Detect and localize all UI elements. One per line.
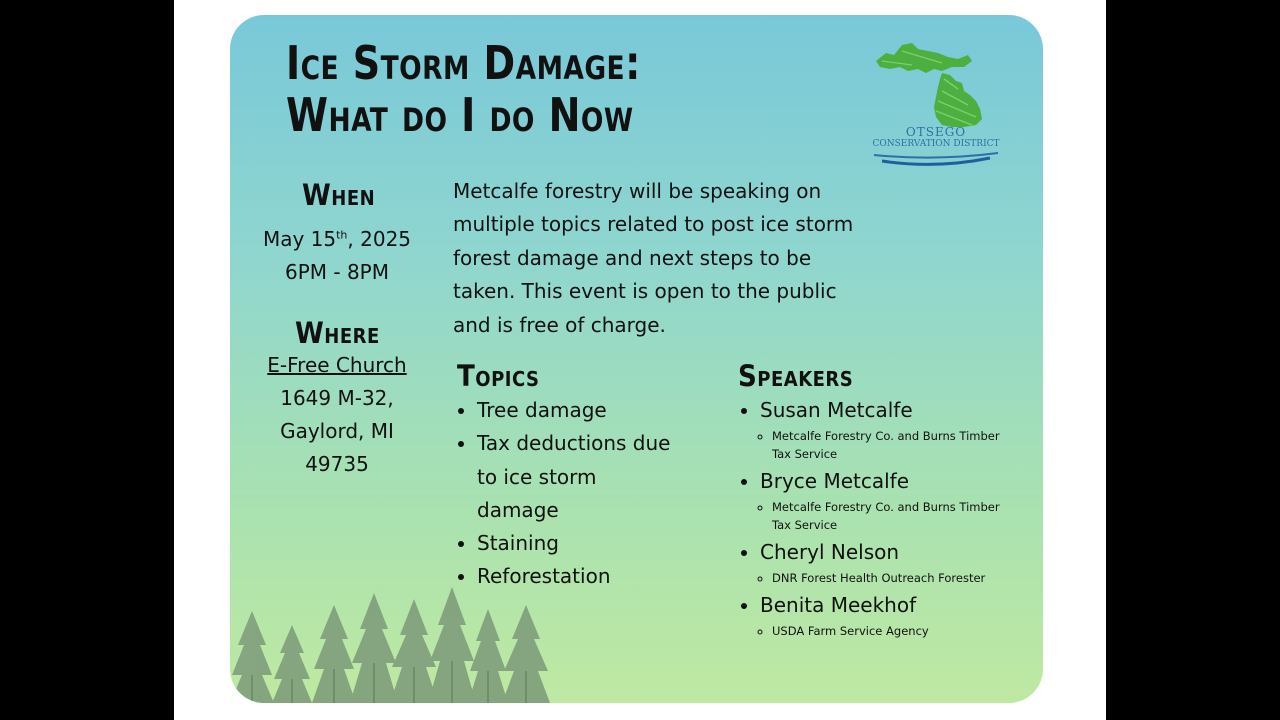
address-line-3: 49735 [305,452,369,476]
speaker-item [760,465,1000,534]
logo-name: OTSEGO [905,125,967,139]
list-item: • Staining [477,527,677,560]
list-item: • Tree damage [477,394,677,427]
speaker-affiliation: ◦ Metcalfe Forestry Co. and Burns Timber Tax Service [772,498,1000,534]
speaker-name: Cheryl Nelson [760,540,900,564]
topics-heading: Topics [457,359,540,393]
when-heading: When [302,178,376,212]
speakers-list [738,394,1000,642]
page-title [286,37,641,141]
list-item: • Reforestation [477,560,677,593]
title-line-1: Ice Storm Damage: [286,36,641,90]
michigan-map-icon [872,39,1000,129]
flyer-card [230,15,1043,703]
address-line-2: Gaylord, MI [280,419,394,443]
speaker-item [760,394,1000,463]
speaker-item [760,536,1000,587]
speaker-name: Bryce Metcalfe [760,469,909,493]
topics-list [457,394,677,594]
speakers-heading: Speakers [738,359,854,393]
list-item: • Tax deductions due to ice storm damage [477,427,677,527]
speaker-affiliation: ◦ DNR Forest Health Outreach Forester [772,569,1000,587]
event-date: May 15th, 2025 [262,227,412,251]
title-line-2: What do I do Now [286,88,634,142]
speaker-item [760,589,1000,640]
flyer-page [174,0,1106,720]
pine-trees-icon [230,575,570,703]
otsego-logo [872,39,1000,169]
where-heading: Where [295,316,380,350]
event-description: Metcalfe forestry will be speaking on multiple topics related to post ice storm forest damage and next steps to be taken. This event is open to the public and is free of charge. [453,179,854,337]
speaker-name: Susan Metcalfe [760,398,913,422]
speaker-name: Benita Meekhof [760,593,917,617]
speaker-affiliation: ◦ Metcalfe Forestry Co. and Burns Timber Tax Service [772,427,1000,463]
venue-link[interactable]: E-Free Church [267,353,407,377]
water-waves-icon [872,151,1000,169]
address-line-1: 1649 M-32, [280,386,394,410]
when-info [242,223,432,289]
speaker-affiliation: ◦ USDA Farm Service Agency [772,622,1000,640]
where-info [242,349,432,481]
event-time: 6PM - 8PM [284,260,389,284]
logo-subtitle: CONSERVATION DISTRICT [872,139,1000,149]
